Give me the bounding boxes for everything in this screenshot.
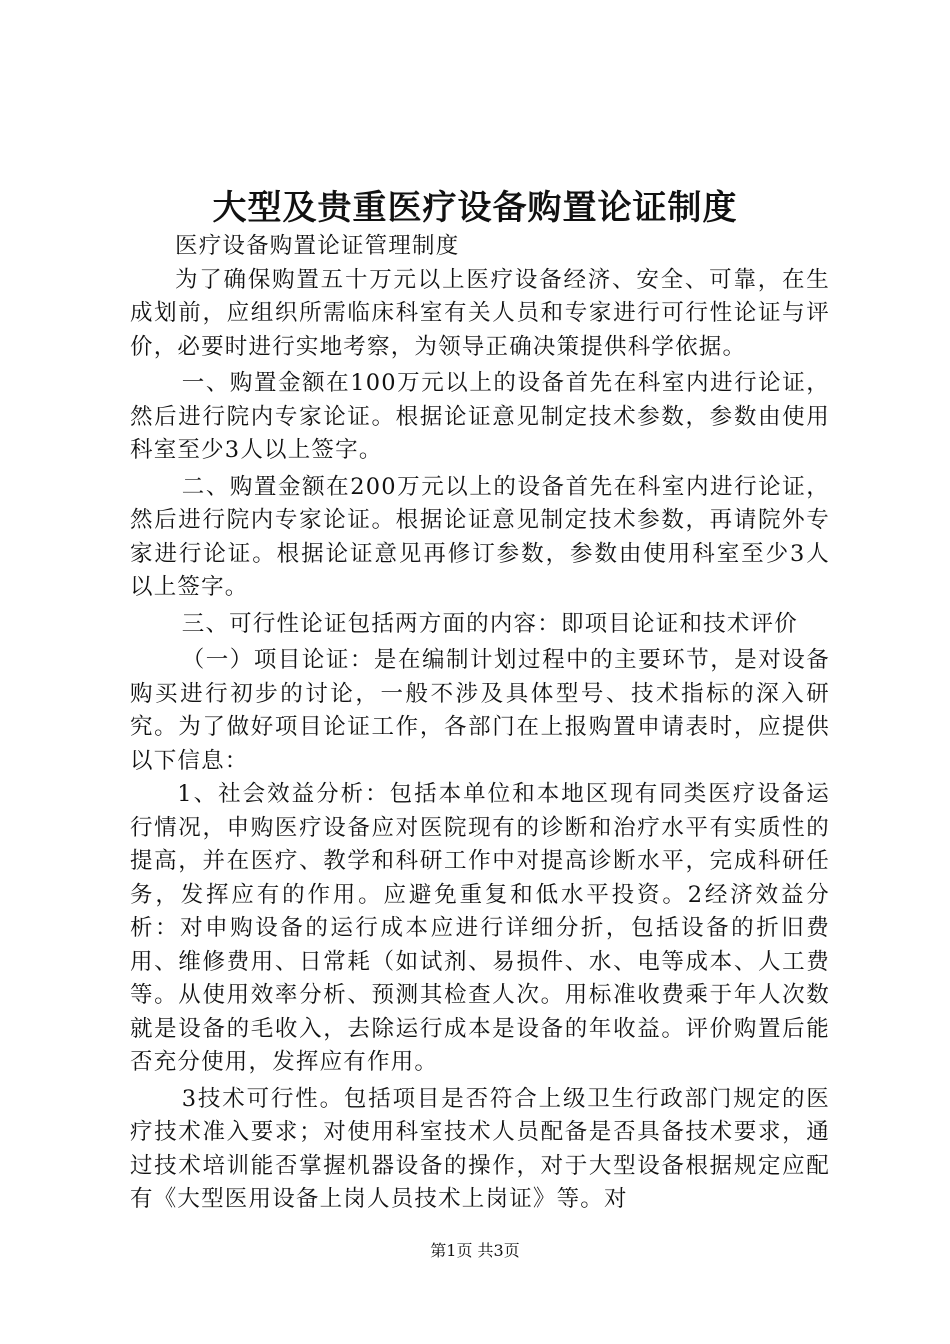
document-title: 大型及贵重医疗设备购置论证制度 [212,188,738,228]
page-footer: 第1页 共3页 [430,1241,520,1260]
paragraph-technical-feasibility: 3技术可行性。包括项目是否符合上级卫生行政部门规定的医疗技术准入要求；对使用科室技术人员配备是否具备技术要求，通过技术培训能否掌握机器设备的操作，对于大型设备根据规定应配有《大型医用设备上岗人员技术上岗证》等。对 [130,1085,830,1212]
paragraph-subtitle: 医疗设备购置论证管理制度 [175,233,460,259]
paragraph-project-demonstration: （一）项目论证：是在编制计划过程中的主要环节，是对设备购买进行初步的讨论，一般不涉及具体型号、技术指标的深入研究。为了做好项目论证工作，各部门在上报购置申请表时，应提供以下信息： [130,647,830,774]
paragraph-benefit-analysis: 1、社会效益分析：包括本单位和本地区现有同类医疗设备运行情况，申购医疗设备应对医院现有的诊断和治疗水平有实质性的提高，并在医疗、教学和科研工作中对提高诊断水平，完成科研任务，发挥应有的作用。应避免重复和低水平投资。2经济效益分析：对申购设备的运行成本应进行详细分折，包括设备的折旧费用、维修费用、日常耗（如试剂、易损件、水、电等成本、人工费等。从使用效率分析、预测其检查人次。用标准收费乘于年人次数就是设备的毛收入，去除运行成本是设备的年收益。评价购置后能否充分使用，发挥应有作用。 [130,781,830,1075]
paragraph-item-1: 一、购置金额在100万元以上的设备首先在科室内进行论证，然后进行院内专家论证。根据论证意见制定技术参数，参数由使用科室至少3人以上签字。 [130,370,830,463]
paragraph-intro: 为了确保购置五十万元以上医疗设备经济、安全、可靠，在生成划前，应组织所需临床科室有关人员和专家进行可行性论证与评价，必要时进行实地考察，为领导正确决策提供科学依据。 [130,266,830,360]
paragraph-item-2: 二、购置金额在200万元以上的设备首先在科室内进行论证，然后进行院内专家论证。根据论证意见制定技术参数，再请院外专家进行论证。根据论证意见再修订参数，参数由使用科室至少3人以上签字。 [130,473,830,600]
document-body [130,230,830,1217]
paragraph-item-3: 三、可行性论证包括两方面的内容：即项目论证和技术评价 [181,610,798,637]
